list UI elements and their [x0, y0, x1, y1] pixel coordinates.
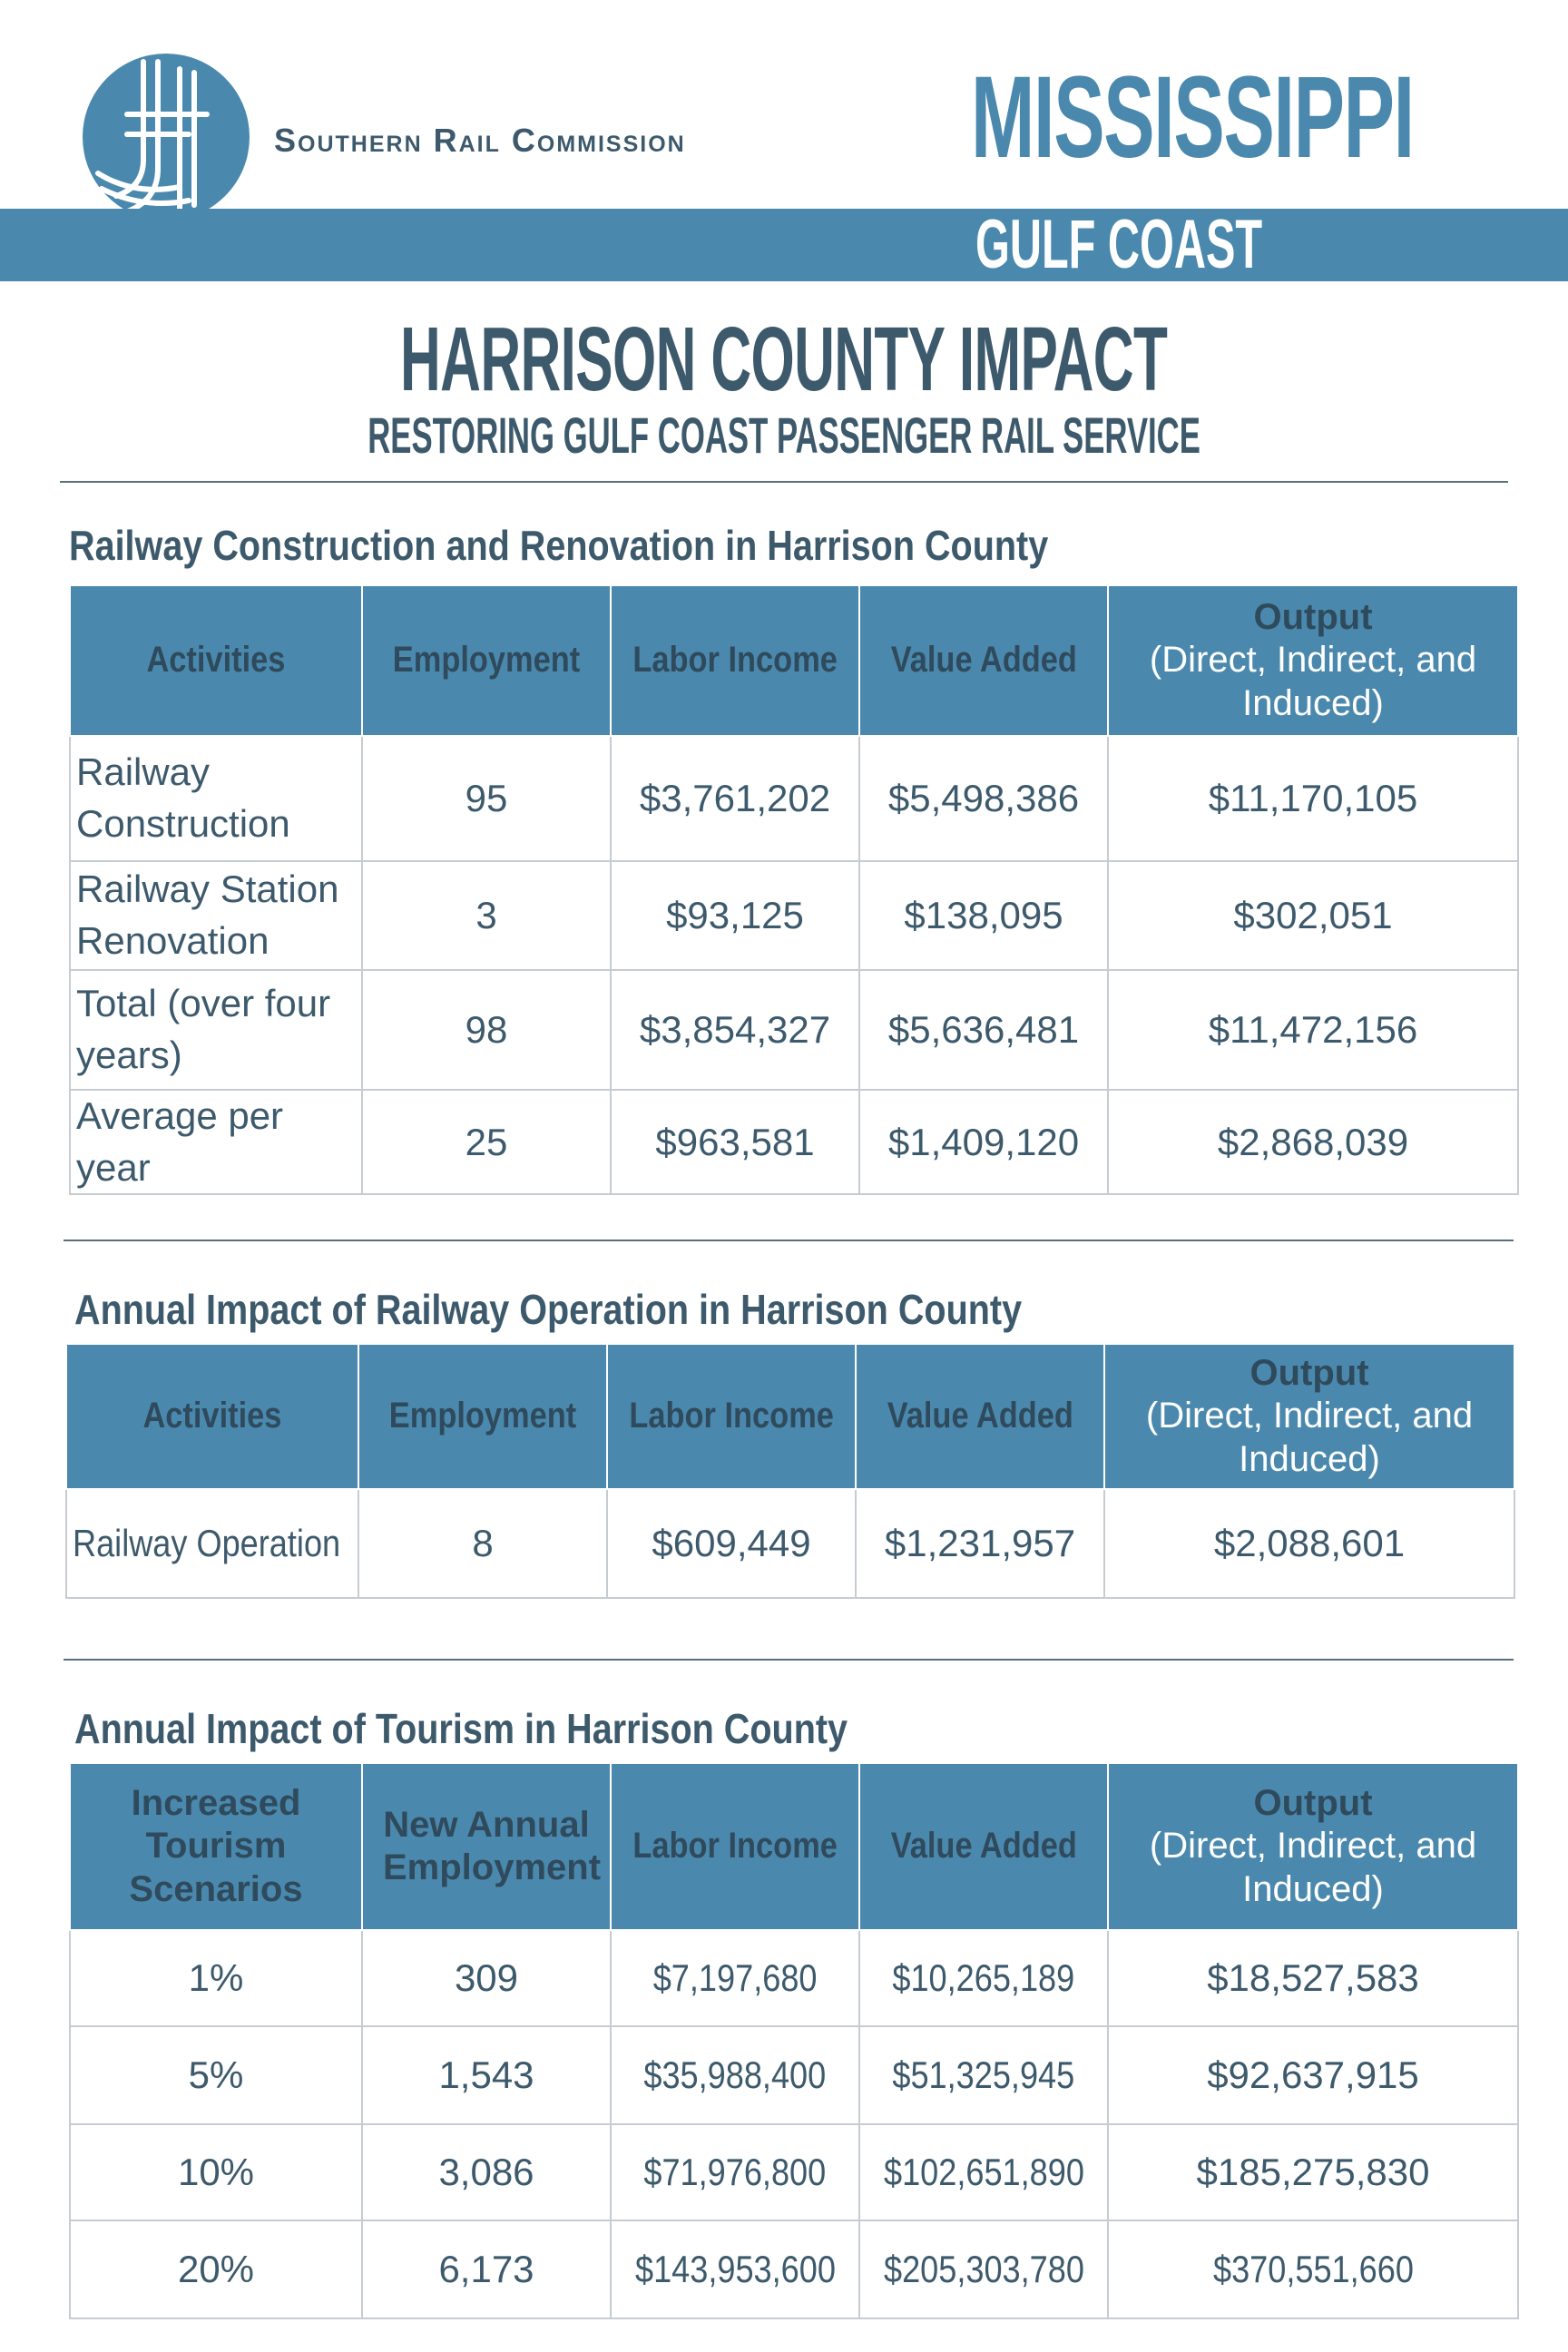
table-header-row — [66, 1344, 1514, 1489]
table-row — [70, 1090, 1518, 1194]
divider — [60, 481, 1508, 483]
header-employment: New Annual Employment — [362, 1763, 611, 1930]
scenario-cell: 1% — [70, 1930, 362, 2026]
src-logo-icon — [80, 51, 252, 223]
header-employment: Employment — [358, 1344, 607, 1489]
output-cell: $18,527,583 — [1108, 1930, 1518, 2026]
employment-cell: 309 — [362, 1930, 611, 2026]
table-row — [70, 861, 1518, 970]
org-name: Southern Rail Commission — [274, 122, 686, 159]
activity-cell: Railway Operation — [66, 1489, 358, 1598]
header-labor-income: Labor Income — [607, 1344, 856, 1489]
value-added-cell: $1,409,120 — [859, 1090, 1108, 1194]
table-row — [70, 2220, 1518, 2318]
labor-income-cell: $3,854,327 — [611, 970, 859, 1090]
value-added-cell: $51,325,945 — [859, 2026, 1108, 2124]
region-title: GULF COAST — [975, 206, 1263, 283]
activity-cell: Average per year — [70, 1090, 362, 1194]
value-added-cell: $205,303,780 — [859, 2220, 1108, 2318]
header-value-added: Value Added — [856, 1344, 1104, 1489]
construction-title: Railway Construction and Renovation in Harrison County — [69, 522, 1049, 569]
output-cell: $370,551,660 — [1108, 2220, 1518, 2318]
tourism-table — [69, 1762, 1519, 2319]
output-cell: $302,051 — [1108, 861, 1518, 970]
value-added-cell: $5,498,386 — [859, 736, 1108, 861]
header-band — [0, 206, 1568, 283]
output-cell: $2,088,601 — [1104, 1489, 1514, 1598]
header-labor-income: Labor Income — [611, 1763, 859, 1930]
activity-cell: Railway Construction — [70, 736, 362, 861]
table-header-row — [70, 1763, 1518, 1930]
construction-table — [69, 584, 1519, 1195]
employment-cell: 6,173 — [362, 2220, 611, 2318]
table-row — [70, 1930, 1518, 2026]
page-subtitle: RESTORING GULF COAST PASSENGER RAIL SERVICE — [368, 407, 1200, 464]
labor-income-cell: $143,953,600 — [611, 2220, 859, 2318]
table-row — [70, 2124, 1518, 2220]
table-row — [70, 736, 1518, 861]
header-output: Output (Direct, Indirect, and Induced) — [1104, 1344, 1514, 1489]
activity-cell: Total (over four years) — [70, 970, 362, 1090]
header-value-added: Value Added — [859, 1763, 1108, 1930]
header-employment: Employment — [362, 585, 611, 736]
table-row — [66, 1489, 1514, 1598]
labor-income-cell: $71,976,800 — [611, 2124, 859, 2220]
value-added-cell: $1,231,957 — [856, 1489, 1104, 1598]
header-labor-income: Labor Income — [611, 585, 859, 736]
value-added-cell: $10,265,189 — [859, 1930, 1108, 2026]
tourism-title: Annual Impact of Tourism in Harrison County — [74, 1705, 848, 1752]
activity-cell: Railway Station Renovation — [70, 861, 362, 970]
header-activities: Activities — [66, 1344, 358, 1489]
labor-income-cell: $609,449 — [607, 1489, 856, 1598]
header-output: Output (Direct, Indirect, and Induced) — [1108, 585, 1518, 736]
employment-cell: 1,543 — [362, 2026, 611, 2124]
header-activities: Activities — [70, 585, 362, 736]
value-added-cell: $138,095 — [859, 861, 1108, 970]
value-added-cell: $5,636,481 — [859, 970, 1108, 1090]
table-header-row — [70, 585, 1518, 736]
employment-cell: 3 — [362, 861, 611, 970]
value-added-cell: $102,651,890 — [859, 2124, 1108, 2220]
divider — [64, 1240, 1514, 1241]
scenario-cell: 20% — [70, 2220, 362, 2318]
employment-cell: 3,086 — [362, 2124, 611, 2220]
output-cell: $11,170,105 — [1108, 736, 1518, 861]
header-output: Output (Direct, Indirect, and Induced) — [1108, 1763, 1518, 1930]
output-cell: $11,472,156 — [1108, 970, 1518, 1090]
header-value-added: Value Added — [859, 585, 1108, 736]
labor-income-cell: $93,125 — [611, 861, 859, 970]
scenario-cell: 5% — [70, 2026, 362, 2124]
labor-income-cell: $3,761,202 — [611, 736, 859, 861]
output-cell: $92,637,915 — [1108, 2026, 1518, 2124]
header-scenarios: Increased Tourism Scenarios — [70, 1763, 362, 1930]
table-row — [70, 970, 1518, 1090]
labor-income-cell: $35,988,400 — [611, 2026, 859, 2124]
employment-cell: 95 — [362, 736, 611, 861]
divider — [64, 1659, 1514, 1661]
labor-income-cell: $963,581 — [611, 1090, 859, 1194]
state-title: MISSISSIPPI — [971, 53, 1414, 182]
table-row — [70, 2026, 1518, 2124]
scenario-cell: 10% — [70, 2124, 362, 2220]
employment-cell: 98 — [362, 970, 611, 1090]
output-cell: $2,868,039 — [1108, 1090, 1518, 1194]
employment-cell: 25 — [362, 1090, 611, 1194]
operation-title: Annual Impact of Railway Operation in Harrison County — [74, 1286, 1023, 1333]
page-title: HARRISON COUNTY IMPACT — [400, 309, 1168, 410]
output-cell: $185,275,830 — [1108, 2124, 1518, 2220]
operation-table — [65, 1343, 1515, 1599]
labor-income-cell: $7,197,680 — [611, 1930, 859, 2026]
employment-cell: 8 — [358, 1489, 607, 1598]
